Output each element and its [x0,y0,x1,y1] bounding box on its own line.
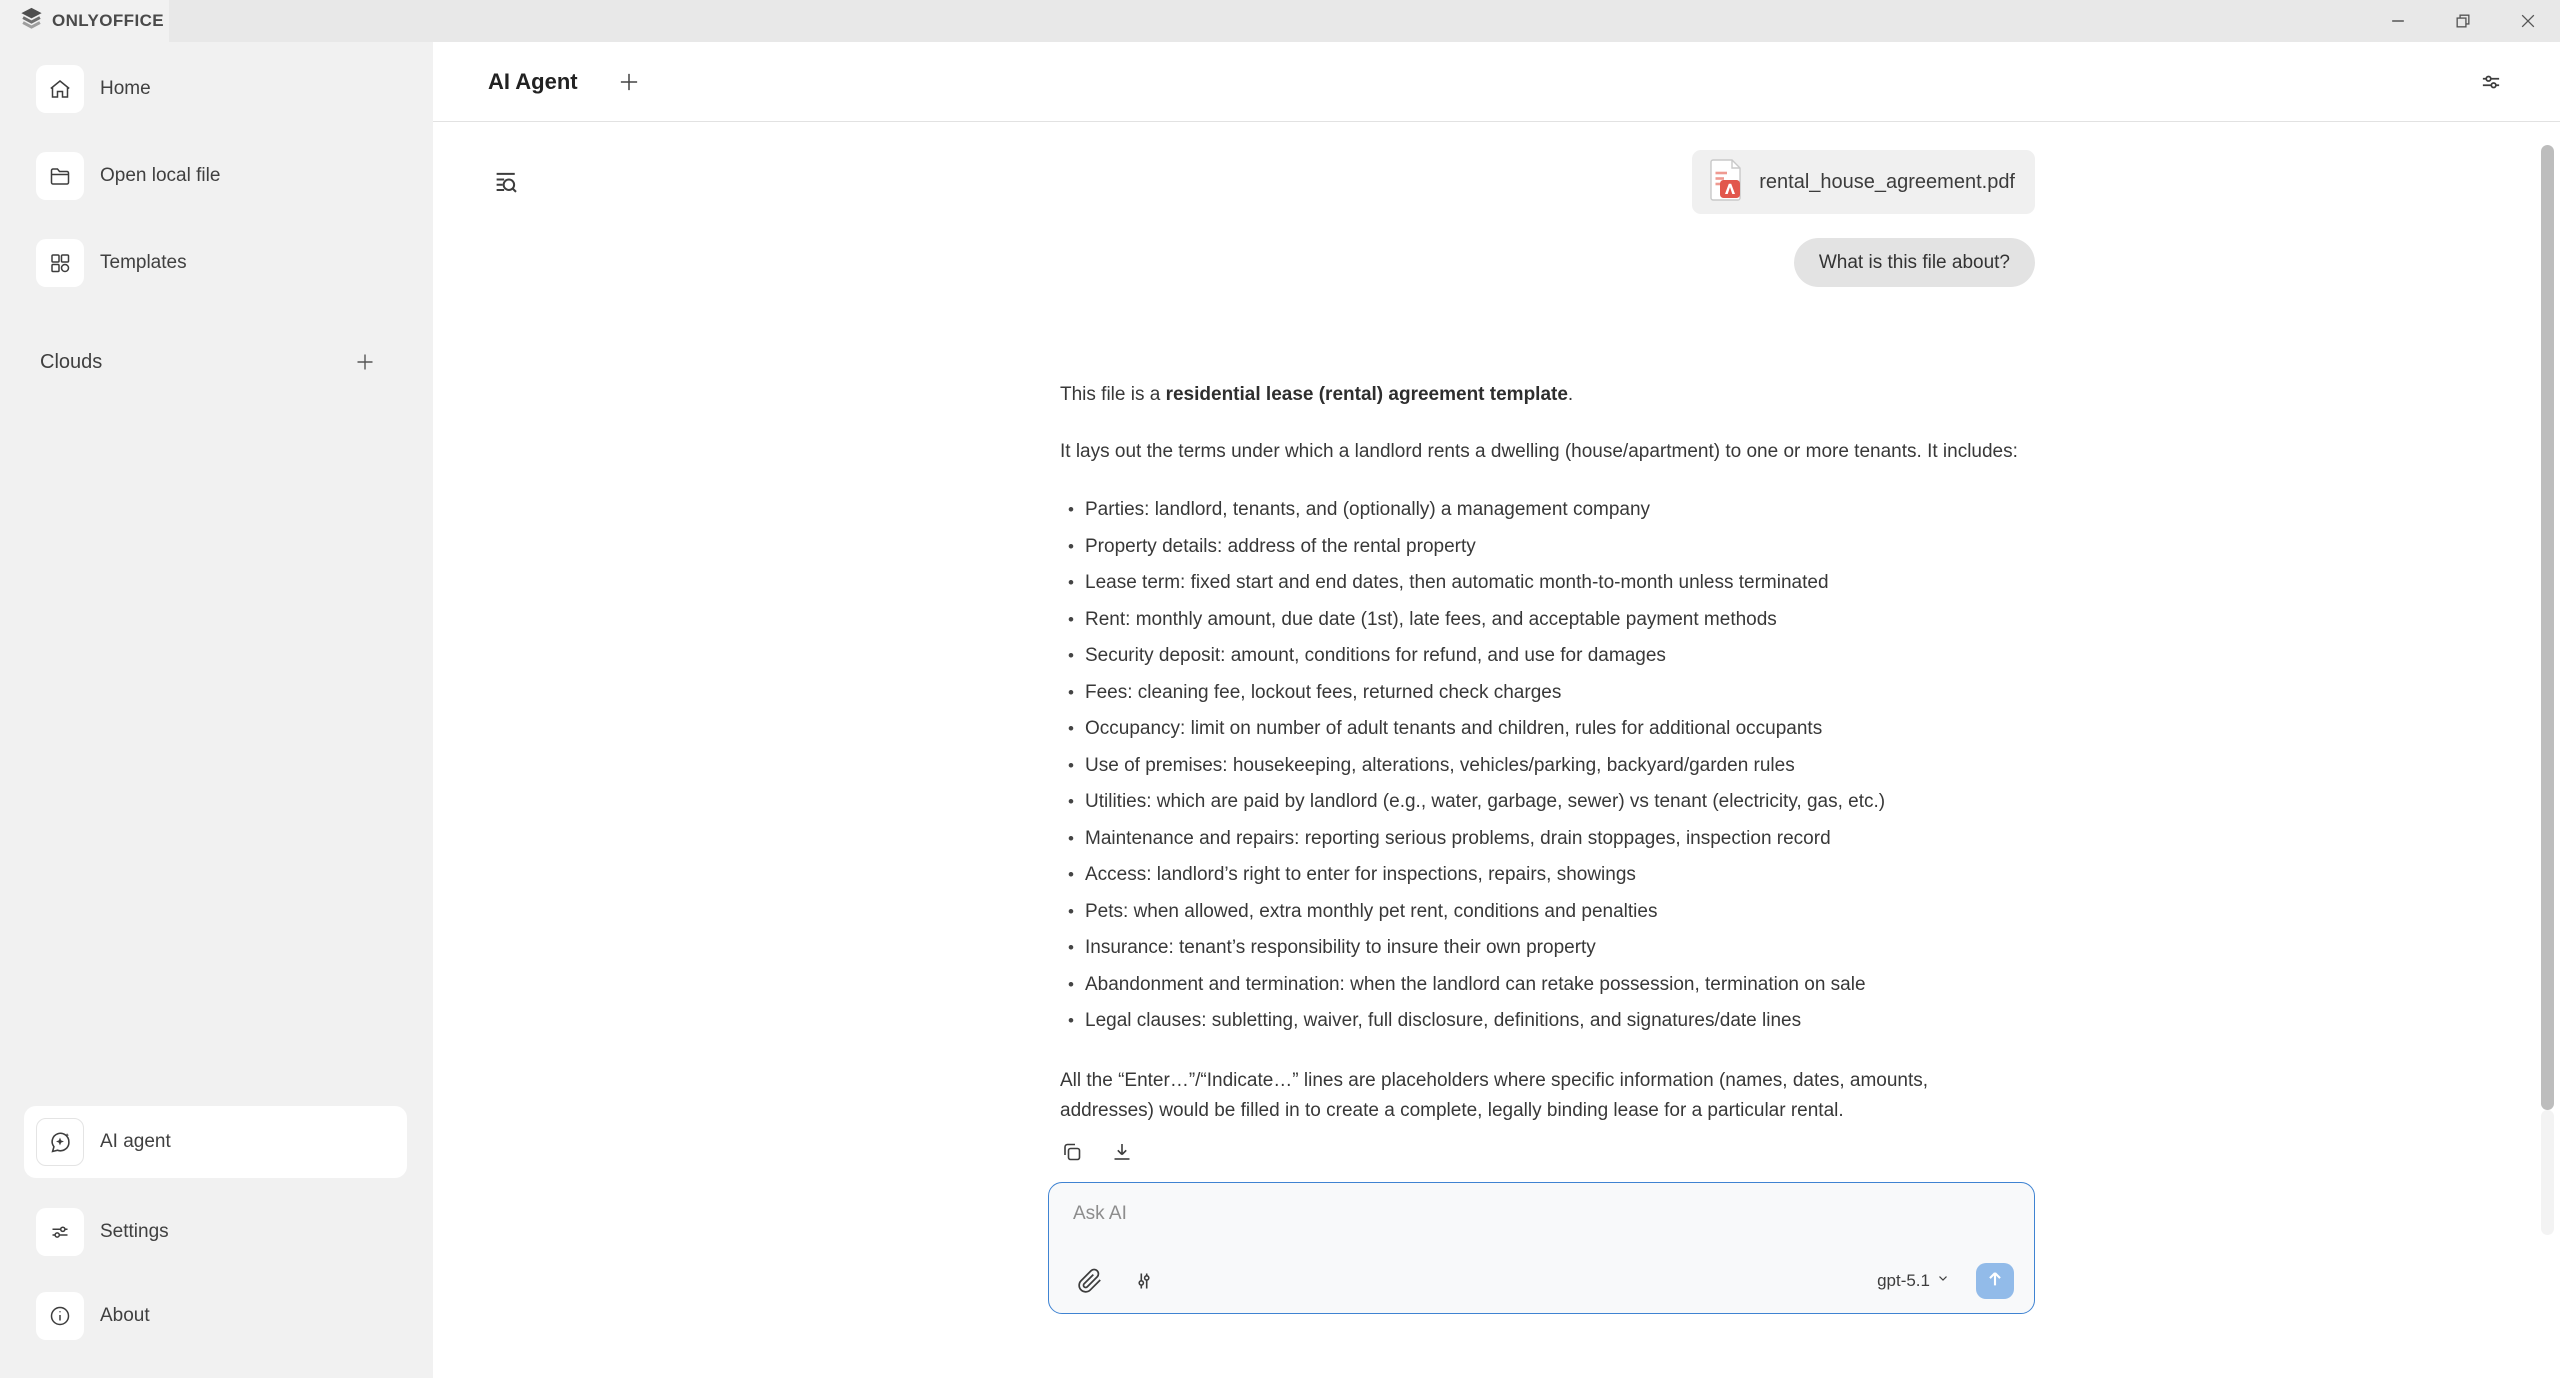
clouds-label: Clouds [40,350,103,373]
main-panel [433,42,2560,1378]
answer-paragraph-1: This file is a residential lease (rental) agreement template. [1060,384,1574,405]
list-item: • Access: landlord’s right to enter for inspections, repairs, showings [1060,857,2035,894]
user-message-text: What is this file about? [1818,251,2010,273]
answer-closing-paragraph: All the “Enter…”/“Indicate…” lines are placeholders where specific information (names, dates, amounts, addresses) would be filled in to create a complete, legally binding lease for a particular rental. [1060,1069,1929,1121]
answer-actions [1058,1138,1136,1166]
sidebar-item-label: AI agent [100,1131,171,1152]
model-selector[interactable] [1877,1271,1950,1291]
restore-icon[interactable] [2430,0,2495,42]
list-item: • Utilities: which are paid by landlord (e.g., water, garbage, sewer) vs tenant (electricity, gas, etc.) [1060,784,2035,821]
list-item: • Property details: address of the rental property [1060,529,2035,566]
list-item: • Use of premises: housekeeping, alterations, vehicles/parking, backyard/garden rules [1060,748,2035,785]
ask-ai-input[interactable] [1073,1199,2014,1229]
answer-paragraph-2: It lays out the terms under which a landlord rents a dwelling (house/apartment) to one or more tenants. It includes: [1060,441,2018,462]
sidebar-item-label: Open local file [100,165,221,186]
home-icon [36,65,84,113]
arrow-up-icon [1984,1268,2006,1293]
window-controls [2365,0,2560,42]
model-name: gpt-5.1 [1877,1270,1930,1290]
copy-icon[interactable] [1058,1138,1086,1166]
new-chat-button[interactable] [614,67,644,97]
folder-icon [36,152,84,200]
list-search-icon[interactable] [488,164,524,200]
titlebar [0,0,2560,42]
list-item: • Legal clauses: subletting, waiver, full disclosure, definitions, and signatures/date lines [1060,1003,2035,1040]
answer-bullet-list [1060,492,2035,1040]
sidebar-item-open-local-file[interactable] [36,152,409,200]
templates-grid-icon [36,239,84,287]
minimize-icon[interactable] [2365,0,2430,42]
sidebar-item-label: Settings [100,1221,169,1242]
list-item: • Rent: monthly amount, due date (1st), late fees, and acceptable payment methods [1060,602,2035,639]
app-logo [0,0,169,42]
list-item: • Maintenance and repairs: reporting serious problems, drain stoppages, inspection record [1060,821,2035,858]
chat-region [433,122,2560,1377]
add-cloud-button[interactable] [351,348,379,376]
user-message-bubble [1794,238,2035,287]
list-item: • Insurance: tenant’s responsibility to insure their own property [1060,930,2035,967]
sidebar-item-templates[interactable] [36,239,409,287]
list-item: • Occupancy: limit on number of adult tenants and children, rules for additional occupants [1060,711,2035,748]
attached-file-name: rental_house_agreement.pdf [1759,170,2015,193]
sidebar-item-home[interactable] [36,65,409,113]
paperclip-icon[interactable] [1073,1264,1107,1298]
list-item: • Parties: landlord, tenants, and (optionally) a management company [1060,492,2035,529]
download-icon[interactable] [1108,1138,1136,1166]
scrollbar-thumb[interactable] [2541,145,2554,1110]
sidebar-bottom-group [0,1106,433,1358]
scrollbar-track[interactable] [2541,1110,2554,1235]
ai-answer [1048,287,2035,1126]
sidebar-item-about[interactable] [36,1274,409,1358]
sidebar-item-ai-agent[interactable] [24,1106,407,1178]
tune-sliders-icon[interactable] [2474,65,2508,99]
attached-file-chip[interactable] [1692,150,2035,214]
sidebar-item-settings[interactable] [36,1190,409,1274]
close-icon[interactable] [2495,0,2560,42]
send-button[interactable] [1976,1263,2014,1299]
list-item: • Security deposit: amount, conditions for refund, and use for damages [1060,638,2035,675]
list-item: • Pets: when allowed, extra monthly pet rent, conditions and penalties [1060,894,2035,931]
ask-ai-box [1048,1182,2035,1314]
sliders-vertical-icon[interactable] [1127,1264,1161,1298]
main-header [433,42,2560,122]
clouds-section [40,348,379,376]
page-title: AI Agent [488,68,578,94]
sidebar-item-label: About [100,1305,150,1326]
list-item: • Abandonment and termination: when the landlord can retake possession, termination on sale [1060,967,2035,1004]
list-item: • Lease term: fixed start and end dates, then automatic month-to-month unless terminated [1060,565,2035,602]
sidebar-item-label: Home [100,78,151,99]
answer-bold-phrase: residential lease (rental) agreement template [1165,384,1568,405]
layers-logo-icon [18,5,45,37]
sidebar [0,42,433,1378]
chevron-down-icon [1936,1271,1950,1290]
sidebar-item-label: Templates [100,252,187,273]
ai-chat-sparkle-icon [36,1118,84,1166]
chat-column [1048,122,2035,1377]
settings-sliders-icon [36,1208,84,1256]
app-name: ONLYOFFICE [52,11,164,30]
pdf-file-icon [1708,158,1744,207]
ask-ai-toolbar [1073,1263,2014,1299]
list-item: • Fees: cleaning fee, lockout fees, returned check charges [1060,675,2035,712]
info-icon [36,1292,84,1340]
